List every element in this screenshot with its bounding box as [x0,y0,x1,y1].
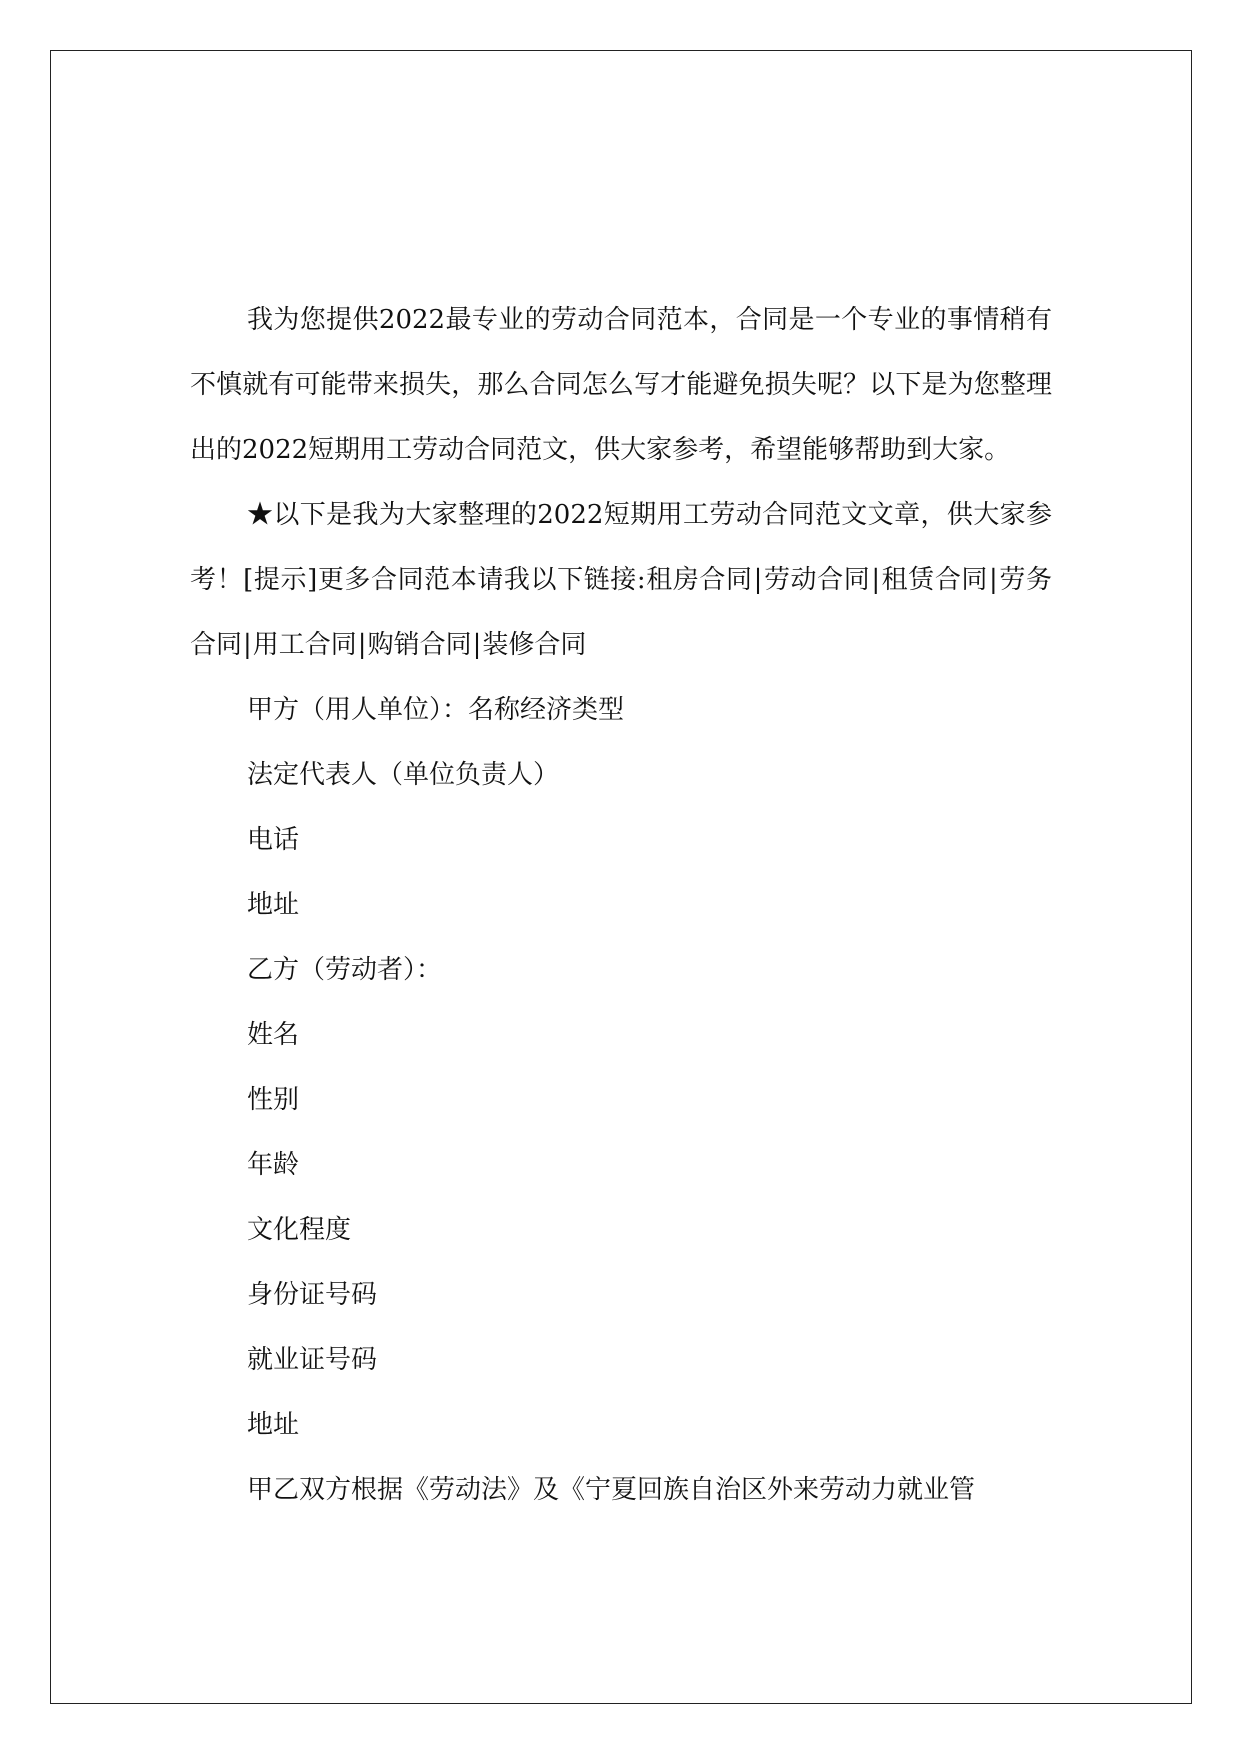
closing-paragraph: 甲乙双方根据《劳动法》及《宁夏回族自治区外来劳动力就业管 [247,1475,976,1505]
party-b-age: 年龄 [247,1150,300,1180]
notice-paragraph [190,483,1052,678]
link-service-contract[interactable]: 劳务合同 [190,565,1052,660]
party-b-gender: 性别 [247,1085,300,1115]
link-rent-contract[interactable]: 租房合同 [645,565,753,595]
party-b-id-number: 身份证号码 [247,1280,378,1310]
party-b-address: 地址 [247,1410,300,1440]
link-sales-contract[interactable]: 购销合同 [367,630,472,660]
link-labor-contract[interactable]: 劳动合同 [763,565,871,595]
party-b-heading: 乙方（劳动者）： [247,955,443,985]
party-a-heading: 甲方（用人单位）：名称经济类型 [247,695,625,725]
link-lease-contract[interactable]: 租赁合同 [881,565,989,595]
party-a-legal-rep: 法定代表人（单位负责人） [247,760,560,790]
intro-paragraph: 我为您提供2022最专业的劳动合同范本，合同是一个专业的事情稍有不慎就有可能带来损失，那么合同怎么写才能避免损失呢？以下是为您整理出的2022短期用工劳动合同范文，供大家参考，希望能够帮助到大家。 [190,305,1052,465]
link-separator: | [871,565,881,595]
link-separator: | [989,565,998,595]
party-b-name: 姓名 [247,1020,300,1050]
link-employment-contract[interactable]: 用工合同 [252,630,357,660]
link-separator: | [243,630,252,660]
document-body [190,288,1052,1523]
link-separator: | [357,630,367,660]
party-b-employment-cert: 就业证号码 [247,1345,378,1375]
notice-text: ★以下是我为大家整理的2022短期用工劳动合同范文文章，供大家参考！[提示]更多合同范本请我以下链接: [190,500,1052,595]
link-renovation-contract[interactable]: 装修合同 [482,630,587,660]
party-b-education: 文化程度 [247,1215,352,1245]
link-separator: | [472,630,482,660]
link-separator: | [753,565,763,595]
party-a-phone: 电话 [247,825,300,855]
party-a-address: 地址 [247,890,300,920]
